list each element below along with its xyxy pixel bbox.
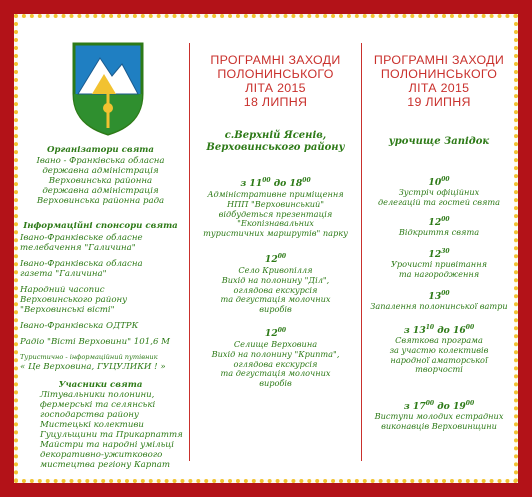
event-line: Вихід на полонину "Діл", bbox=[221, 274, 330, 285]
sponsor-line: газета "Галичина" bbox=[20, 269, 107, 279]
day2-event-2: $12^{00}$ Відкриття свята bbox=[364, 216, 514, 238]
event-line: Селище Верховина bbox=[233, 339, 318, 350]
participant-line: Літувальники полонини, bbox=[40, 390, 155, 400]
heading-line: ЛІТА 2015 bbox=[408, 81, 470, 95]
participant-line: Майстри та народні умільці bbox=[40, 440, 174, 450]
event-time: $12^{00}$ bbox=[264, 253, 287, 266]
day2-heading bbox=[364, 53, 514, 109]
event-line: за участю колективів bbox=[389, 344, 489, 355]
organizer-line: державна адміністрація bbox=[42, 186, 159, 196]
day2-event-3: $12^{30}$ Урочисті привітання та нагородження bbox=[364, 248, 514, 280]
event-time: з $11^{00}$ до $18^{00}$ bbox=[240, 177, 311, 190]
day1-event-2 bbox=[193, 253, 358, 315]
heading-line: 19 ЛИПНЯ bbox=[407, 95, 471, 109]
sponsor-line: Івано-Франківська обласна bbox=[20, 259, 143, 269]
left-column bbox=[18, 18, 183, 479]
event-line: туристичних маршрутів" парку bbox=[203, 228, 348, 239]
event-line: "Екопізнавальних bbox=[237, 218, 314, 229]
place-line: Верховинського району bbox=[206, 142, 345, 153]
day1-event-3 bbox=[193, 327, 358, 389]
organizers-title: Організатори свята bbox=[47, 145, 154, 155]
event-line: НПП "Верховинський" bbox=[226, 198, 325, 209]
info-sponsors-title: Інформаційні спонсори свята bbox=[23, 221, 178, 231]
sponsor-line: Івано-Франківська ОДТРК bbox=[20, 321, 139, 331]
event-line: виробів bbox=[259, 378, 292, 389]
participant-line: декоративно-ужиткового bbox=[40, 450, 163, 460]
day2-column bbox=[364, 18, 514, 479]
poster-content bbox=[18, 18, 514, 479]
organizer-line: Івано - Франківська обласна bbox=[36, 156, 165, 166]
column-divider bbox=[361, 43, 362, 461]
participant-line: мистецтва регіону Карпат bbox=[40, 460, 171, 470]
info-sponsors-block bbox=[18, 221, 183, 372]
organizer-line: державна адміністрація bbox=[42, 166, 159, 176]
organizers-block bbox=[18, 145, 183, 206]
participant-line: господарства району bbox=[40, 410, 139, 420]
event-line: Виступи молодих естрадних bbox=[374, 411, 504, 422]
sponsor-line: Івано-Франківське обласне bbox=[20, 233, 143, 243]
heading-line: ПОЛОНИНСЬКОГО bbox=[217, 67, 334, 81]
heading-line: ПРОГРАМНІ ЗАХОДИ bbox=[210, 53, 341, 67]
participants-block bbox=[18, 380, 183, 470]
event-line: Вихід на полонину "Крипта", bbox=[211, 348, 340, 359]
place-line: с.Верхній Ясенів, bbox=[224, 130, 327, 141]
participant-line: Мистецькі колективи bbox=[40, 420, 144, 430]
event-line: народної аматорської bbox=[390, 354, 488, 365]
coat-of-arms-logo bbox=[68, 36, 148, 136]
sponsor-line: Радіо "Вісті Верховини" 101,6 М bbox=[20, 337, 170, 347]
sponsor-line: Верховинського району bbox=[20, 295, 128, 305]
day1-heading bbox=[193, 53, 358, 109]
event-line: виробів bbox=[259, 304, 292, 315]
day1-event-1 bbox=[193, 177, 358, 239]
day2-event-5: з $13^{10}$ до $16^{00}$ Святкова програма за участю колективів народної аматорської творчості bbox=[364, 324, 514, 375]
event-line: Урочисті привітання bbox=[390, 259, 488, 270]
day1-column bbox=[193, 18, 358, 479]
event-line: Зустріч офіційних bbox=[398, 187, 480, 198]
day2-event-6: з $17^{00}$ до $19^{00}$ Виступи молодих естрадних виконавців Верховинщини bbox=[364, 400, 514, 432]
heading-line: 18 ЛИПНЯ bbox=[243, 95, 308, 109]
heading-line: ЛІТА 2015 bbox=[245, 81, 306, 95]
participant-line: Гуцульщини та Прикарпаття bbox=[40, 430, 183, 440]
organizer-line: Верховинська районна bbox=[48, 176, 153, 186]
tourism-guide-line: Туристично - інформаційний путівник bbox=[20, 353, 158, 361]
event-line: Святкова програма bbox=[395, 335, 483, 346]
event-line: оглядова екскурсія bbox=[233, 358, 318, 369]
sponsor-line: Народний часопис bbox=[20, 285, 105, 295]
sponsor-line: телебачення "Галичина" bbox=[20, 243, 136, 253]
event-line: делегацій та гостей свята bbox=[377, 196, 501, 207]
event-line: та дегустація молочних bbox=[220, 294, 331, 305]
heading-line: ПОЛОНИНСЬКОГО bbox=[380, 67, 498, 81]
day1-place bbox=[193, 130, 358, 154]
day2-event-4: $13^{00}$ Запалення полонинської ватри bbox=[364, 290, 514, 312]
column-divider bbox=[189, 43, 190, 461]
event-line: Запалення полонинської ватри bbox=[370, 301, 508, 312]
event-line: Відкриття свята bbox=[398, 227, 480, 238]
event-time: $12^{00}$ bbox=[264, 327, 287, 340]
event-line: творчості bbox=[415, 364, 463, 375]
event-line: та нагородження bbox=[398, 268, 480, 279]
organizer-line: Верховинська районна рада bbox=[36, 196, 165, 206]
heading-line: ПРОГРАМНІ ЗАХОДИ bbox=[373, 53, 505, 67]
event-line: оглядова екскурсія bbox=[233, 284, 318, 295]
event-line: та дегустація молочних bbox=[220, 368, 331, 379]
event-line: виконавців Верховинщини bbox=[381, 420, 497, 431]
sponsor-line: "Верховинські вісті" bbox=[20, 305, 115, 315]
participants-title: Учасники свята bbox=[58, 380, 143, 390]
day2-event-1: $10^{00}$ Зустріч офіційних делегацій та гостей свята bbox=[364, 176, 514, 208]
event-line: відбудеться презентація bbox=[218, 208, 333, 219]
day2-place: урочище Запідок bbox=[388, 136, 490, 147]
tourism-guide-title: « Це Верховина, ГУЦУЛИКИ ! » bbox=[20, 362, 166, 372]
participant-line: фермерські та селянські bbox=[40, 400, 156, 410]
event-line: Адміністративне приміщення bbox=[207, 189, 344, 200]
event-line: Село Кривопілля bbox=[238, 265, 313, 276]
